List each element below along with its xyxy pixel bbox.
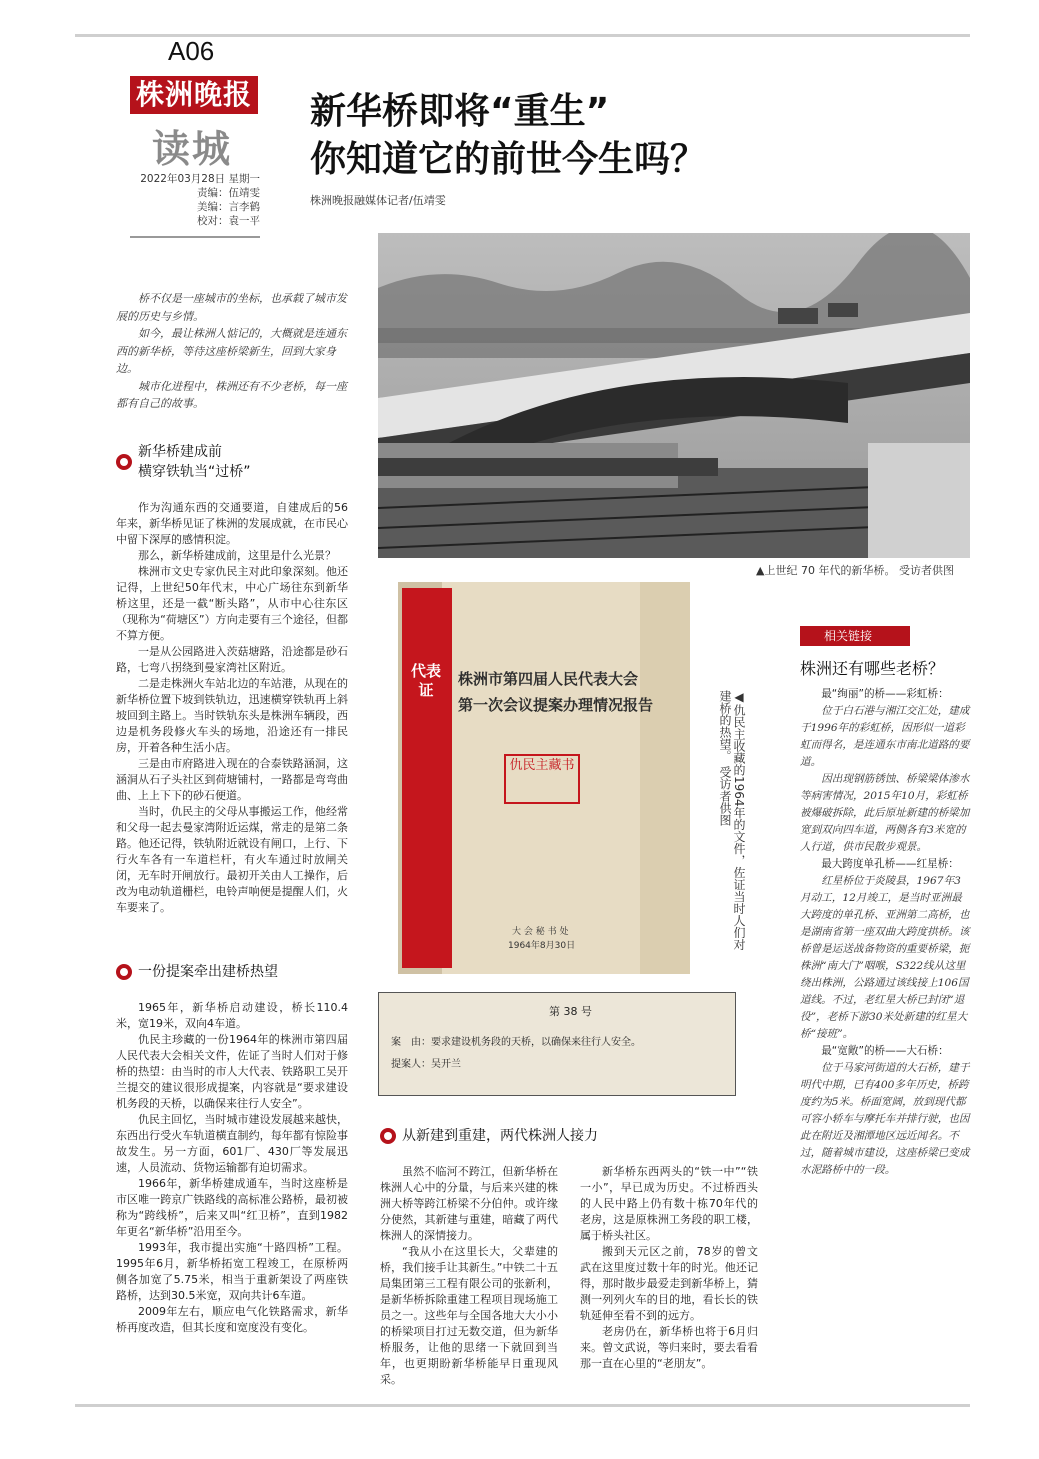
paragraph: 三是由市府路进入现在的合泰铁路涵洞，这涵洞从石子头社区到荷塘铺村，一路都是弯弯曲曲、上上下下的砂石便道。: [116, 757, 348, 802]
document-photo: [398, 582, 690, 974]
newspaper-logo: 株洲晚报: [130, 76, 258, 114]
related-links-tag: [800, 626, 910, 646]
sidebar-body: [800, 686, 970, 1179]
document-caption-text: ◀仇民主收藏的1964年的文件，佐证当时人们对建桥的热望。 受访者供图: [718, 690, 746, 951]
section-3-column-1: [380, 1164, 558, 1388]
paragraph: 老房仍在，新华桥也将于6月归来。曾文武说，等归来时，要去看看那一直在心里的“老朋友”。: [580, 1325, 758, 1370]
related-links-label: 相关链接: [824, 629, 873, 643]
paragraph: 新华桥东西两头的“铁一中”“铁一小”，早已成为历史。不过桥西头的人民中路上仍有数十栋70年代的老房，这是原株洲工务段的职工楼，属于桥头社区。: [580, 1165, 758, 1242]
cover-footer-1: 大 会 秘 书 处: [512, 927, 569, 937]
intro: [116, 290, 348, 413]
cover-tag: 代表证: [410, 662, 441, 699]
inset-case: 案 由：要求建设机务段的天桥，以确保来往行人安全。: [391, 1037, 641, 1048]
page-number: A06: [168, 36, 215, 66]
headline-line-1: 新华桥即将“重生”: [310, 91, 610, 132]
proofreader-credit: 校对：袁一平: [197, 215, 260, 227]
document-caption-1: [718, 690, 746, 958]
section-2-title: 一份提案牵出建桥热望: [138, 964, 278, 980]
section-2-body: [116, 1000, 348, 1336]
sidebar-title: 株洲还有哪些老桥？: [800, 659, 945, 678]
section-1-title-line-2: 横穿铁轨当“过桥”: [138, 464, 251, 480]
paragraph: 仇民主珍藏的一份1964年的株洲市第四届人民代表大会相关文件，佐证了当时人们对于修桥的热望：由当时的市人大代表、铁路职工吴开兰提交的建议很形成提案，内容就是“要求建设机务段的天桥，以确保来往行人安全”。: [116, 1033, 348, 1110]
issue-meta: [130, 172, 260, 228]
designer-credit: 美编：言李鹤: [197, 201, 260, 213]
sidebar-item-lead: 最“绚丽”的桥——彩虹桥：: [821, 688, 949, 700]
paragraph: 1966年，新华桥建成通车，当时这座桥是市区唯一跨京广铁路线的高标准公路桥，最初被称为“跨线桥”，后来又叫“红卫桥”，直到1982年更名“新华桥”沿用至今。: [116, 1177, 348, 1238]
cover-title-line-2: 第一次会议提案办理情况报告: [458, 696, 654, 714]
paragraph: 一是从公园路进入茨菇塘路，沿途都是砂石路，七弯八拐绕到曼家湾社区附近。: [116, 645, 348, 674]
intro-paragraph: 城市化进程中，株洲还有不少老桥，每一座都有自己的故事。: [116, 379, 347, 410]
sidebar-paragraph: 位于马家河街道的大石桥，建于明代中期，已有400多年历史，桥跨度约为5米。桥面宽阔，放到现代都可容小轿车与摩托车并排行驶，也因此在附近及湘潭地区远近闻名。不过，随着城市建设，这座桥梁已变成水泥路桥中的一段。: [800, 1062, 970, 1176]
section-bullet-icon: [116, 454, 132, 470]
section-1-heading: [116, 442, 346, 482]
paragraph: 作为沟通东西的交通要道，自建成后的56年来，新华桥见证了株洲的发展成就，在市民心中留下深厚的感情积淀。: [116, 501, 348, 546]
intro-paragraph: 如今，最让株洲人惦记的，大概就是连通东西的新华桥，等待这座桥梁新生，回到大家身边。: [116, 327, 347, 375]
paragraph: 仇民主回忆，当时城市建设发展越来越快，东西出行受火车轨道横直制约，每年都有惊险事故发生。另一方面，601厂、430厂等发展迅速，人员流动、货物运输都有迫切需求。: [116, 1113, 348, 1174]
section-3-heading: [380, 1126, 740, 1146]
inset-proposer: 提案人：吴开兰: [391, 1059, 461, 1070]
section-3-title: 从新建到重建，两代株洲人接力: [402, 1128, 598, 1144]
byline: 株洲晚报融媒体记者/伍靖雯: [310, 194, 446, 207]
bridge-photo-caption: ▲上世纪 70 年代的新华桥。 受访者供图: [756, 564, 954, 577]
meta-divider: [130, 236, 260, 238]
bridge-photo-drawing: [378, 233, 970, 558]
inset-number: 第 38 号: [549, 1005, 592, 1018]
section-3-column-2: [580, 1164, 758, 1372]
sidebar-paragraph: 位于白石港与湘江交汇处，建成于1996年的彩虹桥，因形似一道彩虹而得名，是连通东市南北道路的要道。: [800, 705, 970, 768]
sidebar-item-lead: 最“宽敞”的桥——大石桥：: [821, 1045, 949, 1057]
cover-footer-2: 1964年8月30日: [508, 941, 576, 951]
paragraph: 那么，新华桥建成前，这里是什么光景？: [138, 549, 336, 562]
sidebar-paragraph: 红星桥位于炎陵县，1967年3月动工，12月竣工，是当时亚洲最大跨度的单孔桥、亚洲第二高桥，也是湖南省第一座双曲大跨度拱桥。该桥曾是运送战备物资的重要桥梁，扼株洲“南大门”咽喉，S322线从这里绕出株洲，公路通过该线接上106国道线。不过，老红星大桥已封闭“退役”，老桥下游30米处新建的红星大桥“接班”。: [800, 875, 970, 1040]
section-1-title-line-1: 新华桥建成前: [138, 444, 222, 460]
paragraph: 2009年左右，顺应电气化铁路需求，新华桥再度改造，但其长度和宽度没有变化。: [116, 1305, 348, 1334]
section-bullet-icon: [116, 964, 132, 980]
collector-stamp: 仇民主藏书: [504, 754, 580, 804]
section-2-heading: [116, 962, 346, 982]
paragraph: 株洲市文史专家仇民主对此印象深刻。他还记得，上世纪50年代末，中心广场往东到新华桥这里，还是一截“断头路”，从市中心往东区（现称为“荷塘区”）方向走要有三个途径，但都不算方便。: [116, 565, 348, 642]
headline-line-2: 你知道它的前世今生吗？: [310, 139, 707, 180]
paragraph: 当时，仇民主的父母从事搬运工作，他经常和父母一起去曼家湾附近运煤，常走的是第二条路。他还记得，铁轨附近就设有闸口，上行、下行火车各有一车道栏杆，有火车通过时放闸关闭，无车时开闸放行。最初开关由人工操作，后改为电动轨道栅栏，电铃声响便是提醒人们，火车要来了。: [116, 805, 348, 914]
paragraph: 虽然不临河不跨江，但新华桥在株洲人心中的分量，与后来兴建的株洲大桥等跨江桥梁不分伯仲。或许缘分使然，其新建与重建，暗藏了两代株洲人的深情接力。: [380, 1165, 558, 1242]
issue-date: 2022年03月28日 星期一: [140, 173, 260, 185]
bridge-photo: [378, 233, 970, 558]
section-name: 读城: [152, 126, 233, 171]
sidebar-item-lead: 最大跨度单孔桥——红星桥：: [821, 858, 959, 870]
paragraph: 搬到天元区之前，78岁的曾文武在这里度过数十年的时光。他还记得，那时散步最爱走到新华桥上，猜测一列列火车的目的地，看长长的铁轨延伸至看不到的远方。: [580, 1245, 758, 1322]
paragraph: 二是走株洲火车站北边的车站港，从现在的新华桥位置下坡到铁轨边，迅速横穿铁轨再上斜坡回到主路上。当时铁轨东头是株洲车辆段，西边是机务段修火车头的场地，沿途还有一排民房，开着各种生活小店。: [116, 677, 348, 754]
cover-title-line-1: 株洲市第四届人民代表大会: [458, 670, 639, 688]
paragraph: 1993年，我市提出实施“十路四桥”工程。1995年6月，新华桥拓宽工程竣工，在原桥两侧各加宽了5.75米，相当于重新架设了两座铁路桥，达到30.5米宽，双向共计6车道。: [116, 1241, 348, 1302]
paragraph: 1965年，新华桥启动建设，桥长110.4米，宽19米，双向4车道。: [116, 1001, 348, 1030]
document-inset: [378, 992, 736, 1096]
sidebar-paragraph: 因出现钢筋锈蚀、桥梁梁体渗水等病害情况，2015年10月，彩虹桥被爆破拆除，此后原址新建的桥梁加宽到双向四车道，两侧各有3米宽的人行道，供市民散步观景。: [800, 773, 970, 853]
paragraph: “我从小在这里长大，父辈建的桥，我们接手让其新生。”中铁二十五局集团第三工程有限公司的张新利，是新华桥拆除重建工程项目现场施工员之一。这些年与全国各地大大小小的桥梁项目打过无数交道，但为新华桥服务，让他的思绪一下就回到当年，也更期盼新华桥能早日重现风采。: [380, 1245, 558, 1386]
headline: [310, 88, 706, 184]
editor-credit: 责编：伍靖雯: [197, 187, 260, 199]
section-1-body: [116, 500, 348, 916]
section-bullet-icon: [380, 1128, 396, 1144]
intro-paragraph: 桥不仅是一座城市的坐标，也承载了城市发展的历史与乡情。: [116, 292, 347, 323]
bottom-rule: [75, 1404, 970, 1407]
